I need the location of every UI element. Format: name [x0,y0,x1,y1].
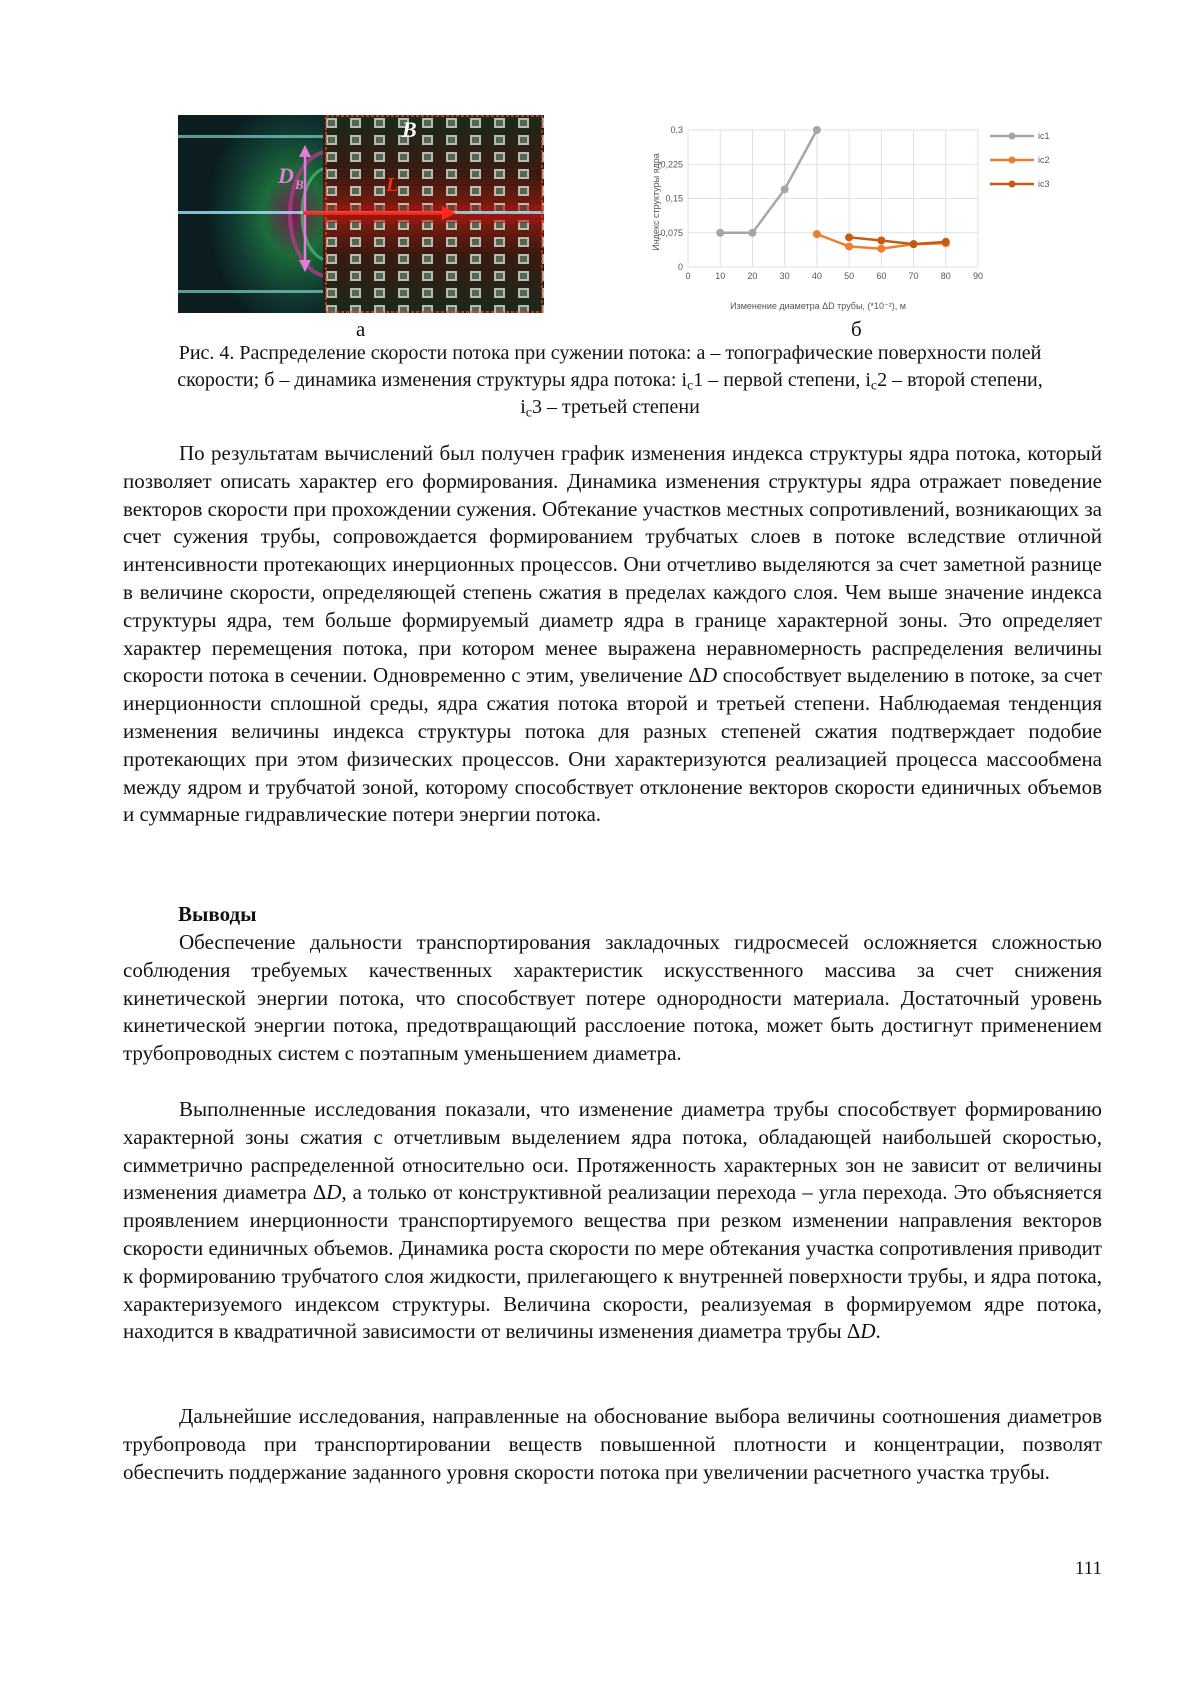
body-paragraph-3: Выполненные исследования показали, что изменение диаметра трубы способствует формированию характерной зоны сжатия с отчетливым выделением ядра потока, обладающей наибольшей скоростью, симметрично распределенной относительно оси. Протяженность характерных зон не зависит от величины изменения диаметра ΔD, а только от конструктивной реализации перехода – угла перехода. Это объясняется проявлением инерционности транспортируемого вещества при резком изменении направления векторов скорости единичных объемов. Динамика роста скорости по мере обтекания участка сопротивления приводит к формированию трубчатого слоя жидкости, прилегающего к внутренней поверхности трубы, и ядра потока, характеризуемого индексом структуры. Величина скорости, реализуемая в формируемом ядре потока, находится в квадратичной зависимости от величины изменения диаметра трубы ΔD. [123,1097,1102,1344]
label-b: B [402,117,417,142]
chart-point-ic3 [942,238,950,246]
chart-y-tick-label: 0,3 [670,125,683,135]
legend-label-ic2: ic2 [1038,155,1050,165]
caption-line-2: скорости; б – динамика изменения структуры ядра потока: $i_c1$ – первой степени, $i_c2$ – второй степени, [177,369,1043,394]
chart-x-tick-label: 0 [685,271,691,281]
chart-point-ic1 [716,229,724,237]
chart-point-ic1 [781,185,789,193]
chart-point-ic3 [910,240,918,248]
chart-series-line-ic1 [720,130,817,233]
legend-label-ic3: ic3 [1038,179,1050,189]
chart-x-tick-label: 80 [940,271,951,281]
body-paragraph-2: Обеспечение дальности транспортирования закладочных гидросмесей осложняется сложностью соблюдения требуемых качественных характеристик искусственного массива за счет снижения кинетической энергии потока, что способствует потере однородности материала. Достаточный уровень кинетической энергии потока, предотвращающий расслоение потока, может быть достигнут применением трубопроводных систем с поэтапным уменьшением диаметра. [123,930,1102,1066]
chart-x-tick-label: 60 [876,271,887,281]
caption-line-3: $i_c3$ – третьей степени [520,396,700,421]
chart-point-ic1 [813,126,821,134]
chart-point-ic1 [748,229,756,237]
chart-y-axis-label: Индекс структуры ядра [651,153,661,251]
figure-sublabel-a: а [356,317,366,341]
chart-x-tick-label: 50 [844,271,855,281]
chart-x-axis-label: Изменение диаметра ΔD трубы, (*10⁻²), м [730,301,906,311]
legend-label-ic1: ic1 [1038,131,1050,141]
chart-x-tick-label: 30 [779,271,790,281]
body-paragraph-4: Дальнейшие исследования, направленные на обоснование выбора величины соотношения диаметров трубопровода при транспортировании веществ повышенной плотности и концентрации, позволят обеспечить поддержание заданного уровня скорости потока при увеличении расчетного участка трубы. [123,1404,1102,1484]
legend-swatch-marker [1009,133,1016,140]
chart-y-tick-label: 0,15 [665,193,683,204]
legend-swatch-marker [1009,181,1016,188]
chart-y-tick-label: 0,075 [660,227,683,238]
chart-x-tick-label: 70 [908,271,919,281]
chart-legend [990,131,1050,189]
caption-line-1: Рис. 4. Распределение скорости потока при сужении потока: а – топографические поверхности полей [178,342,1042,364]
core-structure-index-chart [650,115,1070,320]
chart-point-ic2 [813,230,821,238]
body-paragraph-1: По результатам вычислений был получен график изменения индекса структуры ядра потока, который позволяет описать характер его формирования. Динамика изменения структуры ядра отражает поведение векторов скорости при прохождении сужения. Обтекание участков местных сопротивлений, возникающих за счет сужения трубы, сопровождается формированием трубчатых слоев в потоке вследствие отличной интенсивности протекающих инерционных процессов. Они отчетливо выделяются за счет заметной разнице в величине скорости, определяющей степень сжатия в пределах каждого слоя. Чем выше значение индекса структуры ядра, тем больше формируемый диаметр ядра в границе характерной зоны. Это определяет характер перемещения потока, при котором менее выражена неравномерность распределения величины скорости потока в сечении. Одновременно с этим, увеличение ΔD способствует выделению в потоке, за счет инерционности сплошной среды, ядра сжатия потока второй и третьей степени. Наблюдаемая тенденция изменения величины индекса структуры потока для разных степеней сжатия подтверждает подобие протекающих при этом физических процессов. Они характеризуются реализацией процесса массообмена между ядром и трубчатой зоной, которому способствует отклонение векторов скорости единичных объемов и суммарные гидравлические потери энергии потока. [123,441,1103,827]
chart-point-ic2 [845,242,853,250]
chart-series-line-ic3 [849,237,946,244]
legend-swatch-marker [1009,157,1016,164]
chart-point-ic2 [877,245,885,253]
chart-point-ic3 [877,237,885,245]
section-heading-conclusions: Выводы [178,902,257,926]
chart-point-ic3 [845,233,853,241]
chart-x-tick-label: 40 [811,271,822,281]
figure-sublabel-b: б [851,317,862,341]
label-db-subscript: B [295,177,304,192]
chart-x-tick-label: 10 [715,271,726,281]
velocity-field-image [178,115,544,313]
label-db: D [278,163,294,188]
page-number: 111 [1074,1558,1102,1579]
figure-caption [120,340,1100,421]
chart-y-tick-label: 0 [677,262,683,272]
label-l: L [386,174,399,196]
chart-x-tick-label: 20 [747,271,758,281]
chart-x-tick-label: 90 [972,271,984,281]
chart-y-tick-label: 0,225 [660,159,683,170]
